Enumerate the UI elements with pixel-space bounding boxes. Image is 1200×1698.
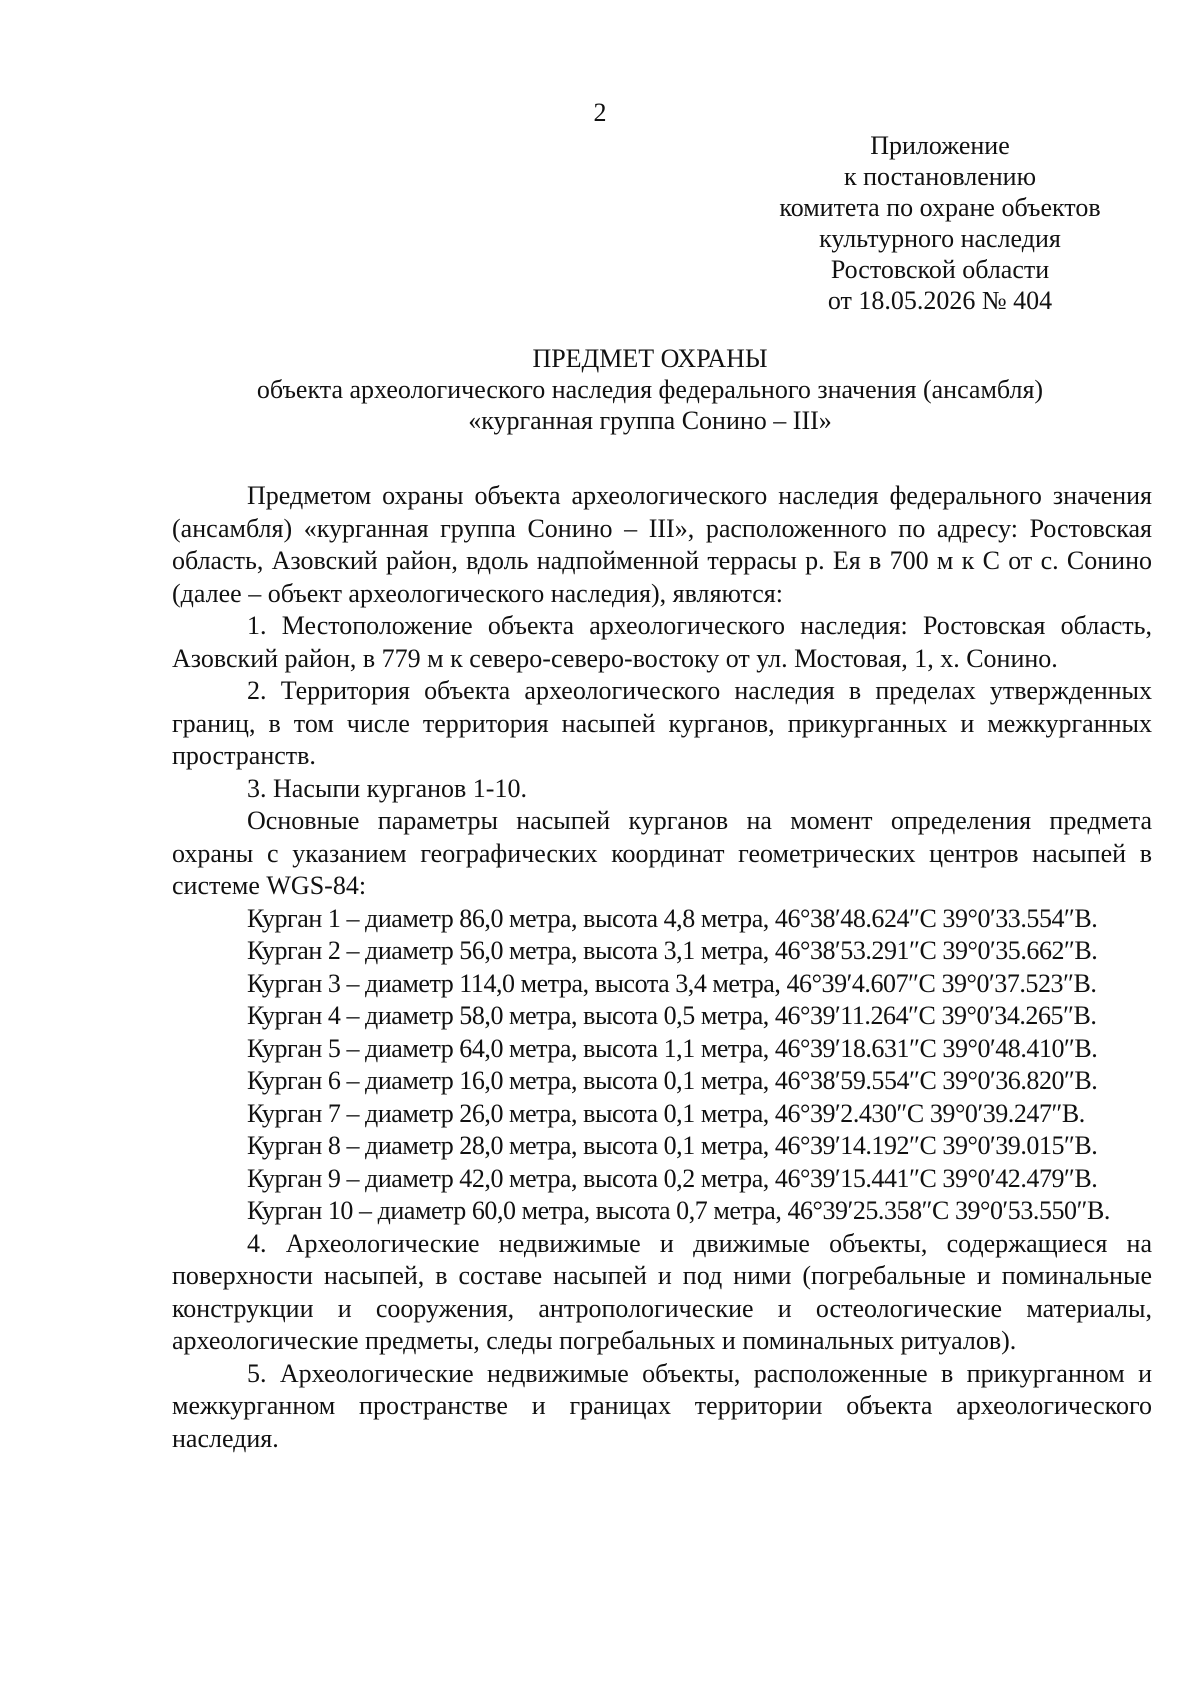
item-2-territory: 2. Территория объекта археологического наследия в пределах утвержденных границ, в том числе территория насыпей курганов, прикурганных и межкурганных пространств. [172, 676, 1152, 770]
kurgan-item: Курган 10 – диаметр 60,0 метра, высота 0,7 метра, 46°39′25.358″С 39°0′53.550″В. [247, 1196, 1110, 1225]
item-1-location: 1. Местоположение объекта археологического наследия: Ростовская область, Азовский район, в 779 м к северо-северо-востоку от ул. Мостовая, 1, х. Сонино. [172, 611, 1152, 673]
intro-paragraph: Предметом охраны объекта археологического наследия федерального значения (ансамбля) «курганная группа Сонино – III», расположенного по адресу: Ростовская область, Азовский район, вдоль надпойменной террасы р. Ея в 700 м к С от с. Сонино (далее – объект археологического наследия), являются: [172, 481, 1152, 608]
item-4-archaeological-objects: 4. Археологические недвижимые и движимые объекты, содержащиеся на поверхности насыпей, в составе насыпей и под ними (погребальные и поминальные конструкции и сооружения, антропологические и остеологические материалы, археологические предметы, следы погребальных и поминальных ритуалов). [172, 1228, 1152, 1355]
item-5-immovable-objects: 5. Археологические недвижимые объекты, расположенные в прикурганном и межкурганном пространстве и границах территории объекта археологического наследия. [172, 1358, 1152, 1453]
appendix-block [740, 130, 1140, 316]
kurgan-item: Курган 1 – диаметр 86,0 метра, высота 4,8 метра, 46°38′48.624″С 39°0′33.554″В. [247, 903, 1098, 933]
kurgan-item: Курган 8 – диаметр 28,0 метра, высота 0,1 метра, 46°39′14.192″С 39°0′39.015″В. [247, 1131, 1098, 1160]
document-body [172, 480, 1152, 1455]
appendix-line: комитета по охране объектов [779, 193, 1101, 222]
document-title-block [160, 343, 1140, 436]
document-subtitle: объекта археологического наследия федерального значения (ансамбля) [256, 375, 1044, 404]
kurgan-item: Курган 2 – диаметр 56,0 метра, высота 3,1 метра, 46°38′53.291″С 39°0′35.662″В. [247, 936, 1098, 965]
kurgan-list [172, 903, 1152, 1228]
kurgan-item: Курган 5 – диаметр 64,0 метра, высота 1,1 метра, 46°39′18.631″С 39°0′48.410″В. [247, 1033, 1098, 1063]
document-subtitle-object-name: «курганная группа Сонино – III» [468, 406, 832, 435]
kurgan-item: Курган 4 – диаметр 58,0 метра, высота 0,5 метра, 46°39′11.264″С 39°0′34.265″В. [247, 1001, 1097, 1030]
page-number: 2 [593, 98, 607, 127]
appendix-line: культурного наследия [819, 224, 1061, 253]
item-3-mounds: 3. Насыпи курганов 1-10. [247, 773, 527, 803]
kurgan-item: Курган 9 – диаметр 42,0 метра, высота 0,2 метра, 46°39′15.441″С 39°0′42.479″В. [247, 1163, 1098, 1193]
appendix-line: к постановлению [843, 162, 1037, 191]
kurgan-item: Курган 7 – диаметр 26,0 метра, высота 0,1 метра, 46°39′2.430″С 39°0′39.247″В. [247, 1098, 1085, 1128]
appendix-line: Ростовской области [830, 255, 1050, 284]
document-heading: ПРЕДМЕТ ОХРАНЫ [532, 344, 768, 373]
appendix-date-number: от 18.05.2026 № 404 [827, 286, 1053, 315]
appendix-line: Приложение [870, 131, 1010, 160]
kurgan-item: Курган 6 – диаметр 16,0 метра, высота 0,1 метра, 46°38′59.554″С 39°0′36.820″В. [247, 1066, 1098, 1095]
parameters-paragraph: Основные параметры насыпей курганов на момент определения предмета охраны с указанием географических координат геометрических центров насыпей в системе WGS-84: [172, 806, 1152, 900]
kurgan-item: Курган 3 – диаметр 114,0 метра, высота 3,4 метра, 46°39′4.607″С 39°0′37.523″В. [247, 968, 1097, 998]
